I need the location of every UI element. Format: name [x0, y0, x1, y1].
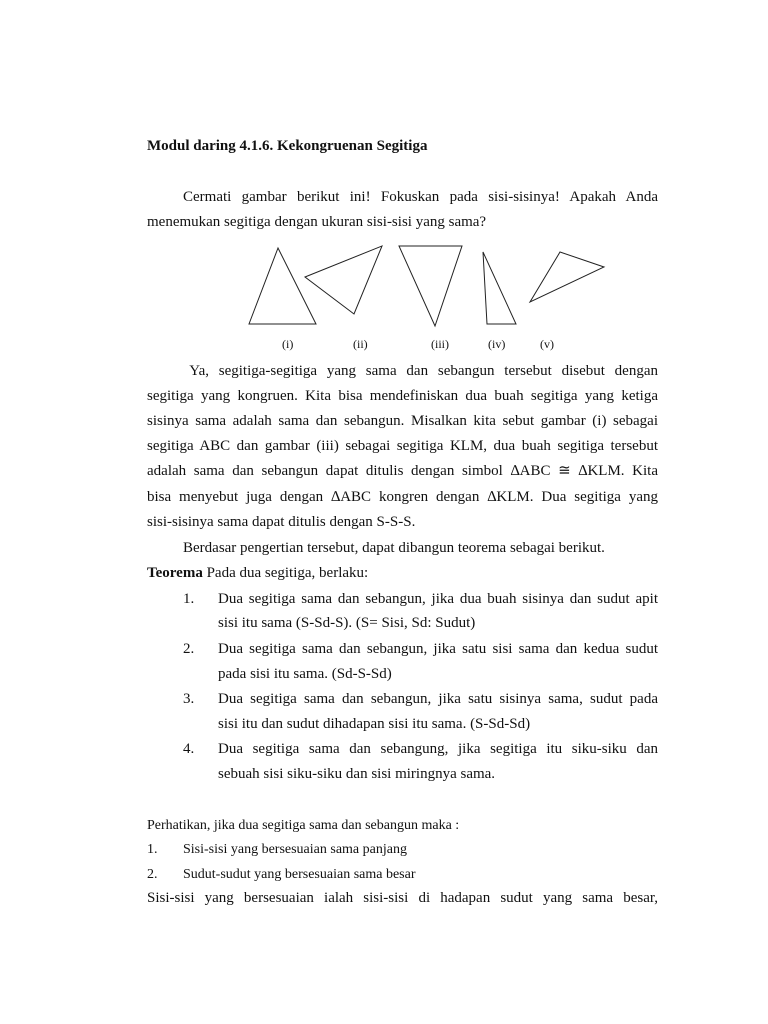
- triangle-figure: [240, 240, 620, 335]
- theorem-heading: [147, 563, 368, 583]
- caption-ii: (ii): [353, 337, 368, 351]
- para1-line-1: Ya, segitiga-segitiga yang sama dan sebangun tersebut disebut dengan: [180, 363, 658, 379]
- document-title: Modul daring 4.1.6. Kekongruenan Segitiga: [147, 138, 428, 154]
- notice-item-2-text: Sudut-sudut yang bersesuaian sama besar: [183, 867, 416, 882]
- notice-last-line: Sisi-sisi yang bersesuaian ialah sisi-sisi di hadapan sudut yang sama besar,: [147, 890, 658, 906]
- theorem-item-4-number: 4.: [183, 741, 195, 757]
- theorem-item-1-line-2: sisi itu sama (S-Sd-S). (S= Sisi, Sd: Sudut): [218, 615, 476, 631]
- theorem-item-4-line-2: sebuah sisi siku-siku dan sisi miringnya sama.: [218, 766, 496, 782]
- triangle-v: [530, 252, 604, 302]
- theorem-item-3-number: 3.: [183, 691, 195, 707]
- theorem-item-3-line-2: sisi itu dan sudut dihadapan sisi itu sama. (S-Sd-Sd): [218, 716, 531, 732]
- caption-iii: (iii): [431, 337, 449, 351]
- para1-line-2: segitiga yang kongruen. Kita bisa mendefiniskan dua buah segitiga yang ketiga: [147, 388, 658, 404]
- para1-line-6: bisa menyebut juga dengan ∆ABC kongren dengan ∆KLM. Dua segitiga yang: [147, 489, 658, 505]
- caption-i: (i): [282, 337, 294, 351]
- theorem-item-3-line-1: Dua segitiga sama dan sebangun, jika satu sisinya sama, sudut pada: [218, 691, 658, 707]
- theorem-item-4-line-1: Dua segitiga sama dan sebangung, jika segitiga itu siku-siku dan: [218, 741, 658, 757]
- notice-item-1-number: 1.: [147, 842, 158, 857]
- triangle-iv: [483, 252, 516, 324]
- triangle-iii: [399, 246, 462, 326]
- theorem-item-1-line-1: Dua segitiga sama dan sebangun, jika dua buah sisinya dan sudut apit: [218, 591, 658, 607]
- intro-line-2: menemukan segitiga dengan ukuran sisi-sisi yang sama?: [147, 214, 487, 230]
- triangle-ii: [305, 246, 382, 314]
- theorem-item-2-number: 2.: [183, 641, 195, 657]
- para1-line-5: adalah sama dan sebangun dapat ditulis dengan simbol ∆ABC ≅ ∆KLM. Kita: [147, 463, 658, 479]
- para2: Berdasar pengertian tersebut, dapat dibangun teorema sebagai berikut.: [183, 540, 605, 556]
- theorem-intro: Pada dua segitiga, berlaku:: [202, 565, 369, 581]
- triangle-i: [249, 248, 316, 324]
- caption-iv: (iv): [488, 337, 506, 351]
- intro-line-1: Cermati gambar berikut ini! Fokuskan pada sisi-sisinya! Apakah Anda: [183, 189, 658, 205]
- theorem-label: Teorema: [147, 565, 203, 581]
- theorem-item-1-number: 1.: [183, 591, 195, 607]
- notice-item-1-text: Sisi-sisi yang bersesuaian sama panjang: [183, 842, 407, 857]
- para1-line-4: segitiga ABC dan gambar (iii) sebagai segitiga KLM, dua buah segitiga tersebut: [147, 438, 658, 454]
- caption-v: (v): [540, 337, 554, 351]
- theorem-item-2-line-2: pada sisi itu sama. (Sd-S-Sd): [218, 666, 392, 682]
- para1-line-3: sisinya sama adalah sama dan sebangun. Misalkan kita sebut gambar (i) sebagai: [147, 413, 658, 429]
- theorem-item-2-line-1: Dua segitiga sama dan sebangun, jika satu sisi sama dan kedua sudut: [218, 641, 658, 657]
- notice-item-2-number: 2.: [147, 867, 158, 882]
- para1-line-7: sisi-sisinya sama dapat ditulis dengan S-S-S.: [147, 514, 416, 530]
- notice-heading: Perhatikan, jika dua segitiga sama dan sebangun maka :: [147, 818, 460, 833]
